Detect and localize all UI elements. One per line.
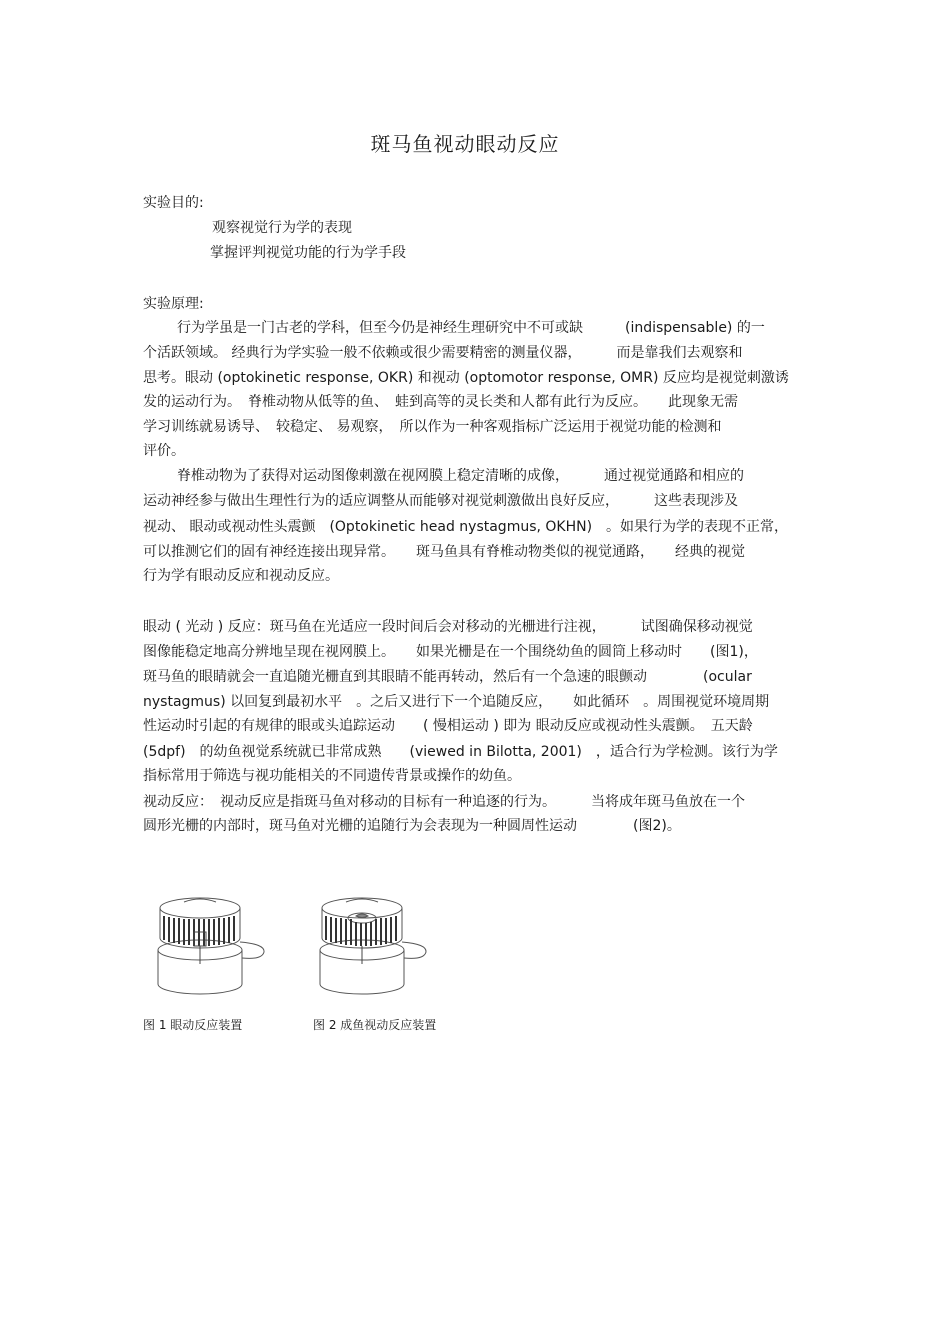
okr-line: 斑马鱼的眼睛就会一直追随光栅直到其眼睛不能再转动，然后有一个急速的眼颤动 (ocular bbox=[143, 669, 752, 685]
okr-line: 指标常用于筛选与视功能相关的不同遗传背景或操作的幼鱼。 bbox=[143, 768, 521, 784]
okr-apparatus-figure bbox=[150, 892, 278, 1004]
purpose-item: 观察视觉行为学的表现 bbox=[212, 220, 352, 236]
okr-line: (5dpf) 的幼鱼视觉系统就已非常成熟 (viewed in Bilotta, 2001) ，适合行为学检测。该行为学 bbox=[143, 744, 778, 760]
principle-line: 运动神经参与做出生理性行为的适应调整从而能够对视觉刺激做出良好反应， 这些表现涉及 bbox=[143, 493, 738, 509]
principle-line: 视动、 眼动或视动性头震颤 (Optokinetic head nystagmus, OKHN) 。如果行为学的表现不正常， bbox=[143, 519, 789, 535]
principle-line: 个活跃领域。 经典行为学实验一般不依赖或很少需要精密的测量仪器， 而是靠我们去观察和 bbox=[143, 345, 743, 361]
principle-line: 脊椎动物为了获得对运动图像刺激在视网膜上稳定清晰的成像， 通过视觉通路和相应的 bbox=[177, 468, 744, 484]
principle-line: 学习训练就易诱导、 较稳定、 易观察， 所以作为一种客观指标广泛运用于视觉功能的检测和 bbox=[143, 419, 722, 435]
purpose-item: 掌握评判视觉功能的行为学手段 bbox=[210, 245, 406, 261]
principle-heading: 实验原理: bbox=[143, 296, 204, 312]
principle-line: 可以推测它们的固有神经连接出现异常。 斑马鱼具有脊椎动物类似的视觉通路， 经典的视觉 bbox=[143, 544, 745, 560]
okr-line: 图像能稳定地高分辨地呈现在视网膜上。 如果光栅是在一个围绕幼鱼的圆筒上移动时 (图1)， bbox=[143, 644, 758, 660]
okr-line: 眼动 ( 光动 ) 反应：斑马鱼在光适应一段时间后会对移动的光栅进行注视， 试图确保移动视觉 bbox=[143, 619, 753, 635]
figure-2-caption: 图 2 成鱼视动反应装置 bbox=[313, 1018, 437, 1032]
principle-line: 行为学有眼动反应和视动反应。 bbox=[143, 568, 339, 584]
principle-line: 行为学虽是一门古老的学科，但至今仍是神经生理研究中不可或缺 (indispensable) 的一 bbox=[177, 320, 765, 336]
okr-line: 性运动时引起的有规律的眼或头追踪运动 ( 慢相运动 ) 即为 眼动反应或视动性头震颤。 五天龄 bbox=[143, 718, 753, 734]
principle-line: 评价。 bbox=[143, 443, 185, 459]
omr-line: 圆形光栅的内部时，斑马鱼对光栅的追随行为会表现为一种圆周性运动 (图2)。 bbox=[143, 818, 681, 834]
principle-line: 思考。眼动 (optokinetic response, OKR) 和视动 (optomotor response, OMR) 反应均是视觉刺激诱 bbox=[143, 370, 789, 386]
principle-line: 发的运动行为。 脊椎动物从低等的鱼、 蛙到高等的灵长类和人都有此行为反应。 此现象无需 bbox=[143, 394, 738, 410]
okr-line: nystagmus) 以回复到最初水平 。之后又进行下一个追随反应， 如此循环 。周围视觉环境周期 bbox=[143, 694, 770, 710]
omr-apparatus-figure bbox=[312, 892, 440, 1004]
page-title: 斑马鱼视动眼动反应 bbox=[370, 132, 560, 156]
figure-1-caption: 图 1 眼动反应装置 bbox=[143, 1018, 243, 1032]
omr-line: 视动反应： 视动反应是指斑马鱼对移动的目标有一种追逐的行为。 当将成年斑马鱼放在一个 bbox=[143, 794, 745, 810]
purpose-heading: 实验目的: bbox=[143, 195, 204, 211]
